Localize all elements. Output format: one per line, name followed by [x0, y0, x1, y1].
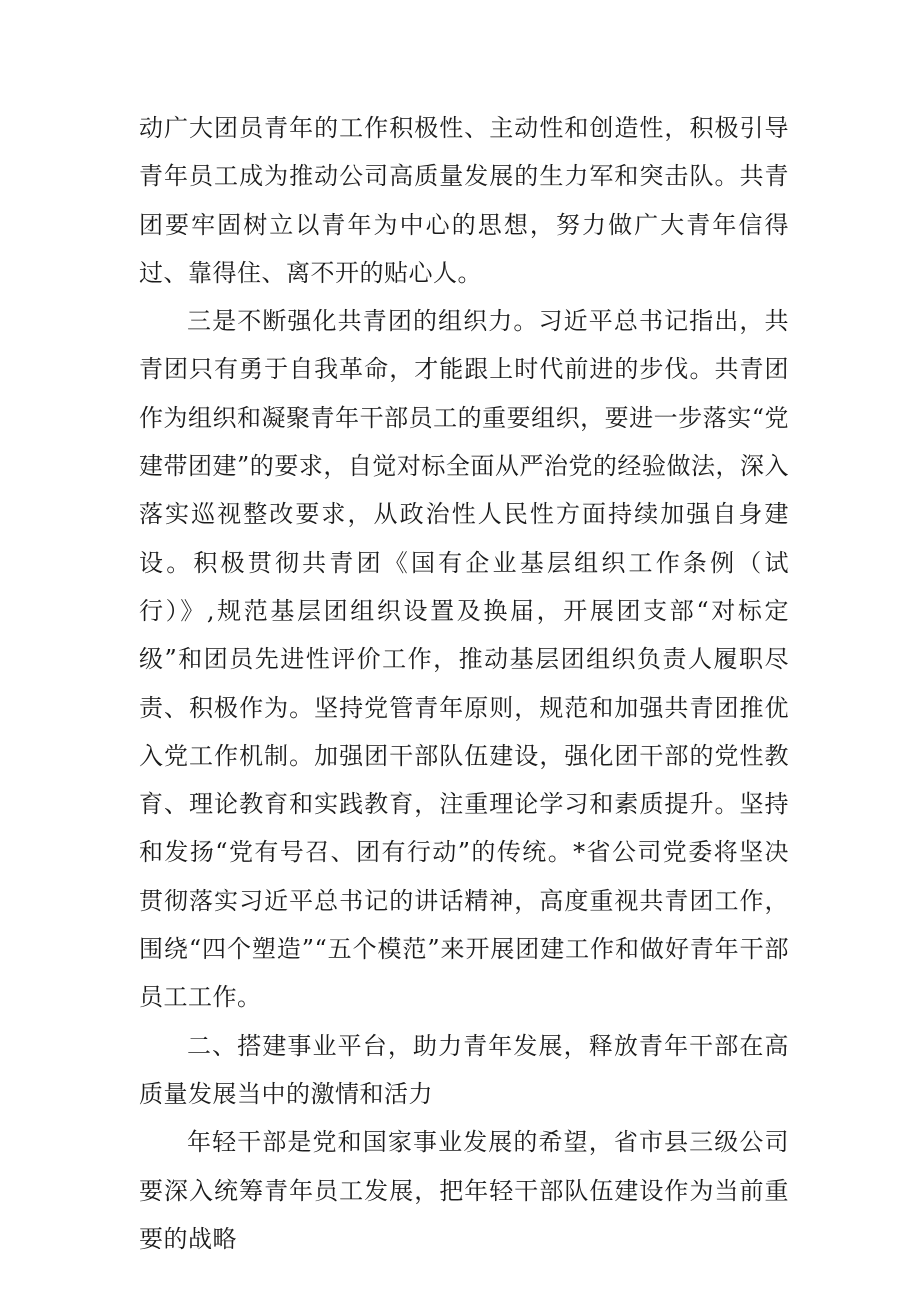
section-heading-two: 二、搭建事业平台，助力青年发展，释放青年干部在高质量发展当中的激情和活力	[139, 1031, 789, 1108]
paragraph-young-cadres: 年轻干部是党和国家事业发展的希望，省市县三级公司要深入统筹青年员工发展，把年轻干部队伍建设作为当前重要的战略	[139, 1128, 789, 1253]
paragraph-organization-strength: 三是不断强化共青团的组织力。习近平总书记指出，共青团只有勇于自我革命，才能跟上时代前进的步伐。共青团作为组织和凝聚青年干部员工的重要组织，要进一步落实“党建带团建”的要求，自觉对标全面从严治党的经验做法，深入落实巡视整改要求，从政治性人民性方面持续加强自身建设。积极贯彻共青团《国有企业基层组织工作条例（试行）》,规范基层团组织设置及换届，开展团支部“对标定级”和团员先进性评价工作，推动基层团组织负责人履职尽责、积极作为。坚持党管青年原则，规范和加强共青团推优入党工作机制。加强团干部队伍建设，强化团干部的党性教育、理论教育和实践教育，注重理论学习和素质提升。坚持和发扬“党有号召、团有行动”的传统。*省公司党委将坚决贯彻落实习近平总书记的讲话精神，高度重视共青团工作，围绕“四个塑造”“五个模范”来开展团建工作和做好青年干部员工工作。	[139, 307, 789, 1012]
document-body	[139, 104, 789, 1263]
paragraph-continuation: 动广大团员青年的工作积极性、主动性和创造性，积极引导青年员工成为推动公司高质量发展的生力军和突击队。共青团要牢固树立以青年为中心的思想，努力做广大青年信得过、靠得住、离不开的贴心人。	[139, 114, 789, 287]
